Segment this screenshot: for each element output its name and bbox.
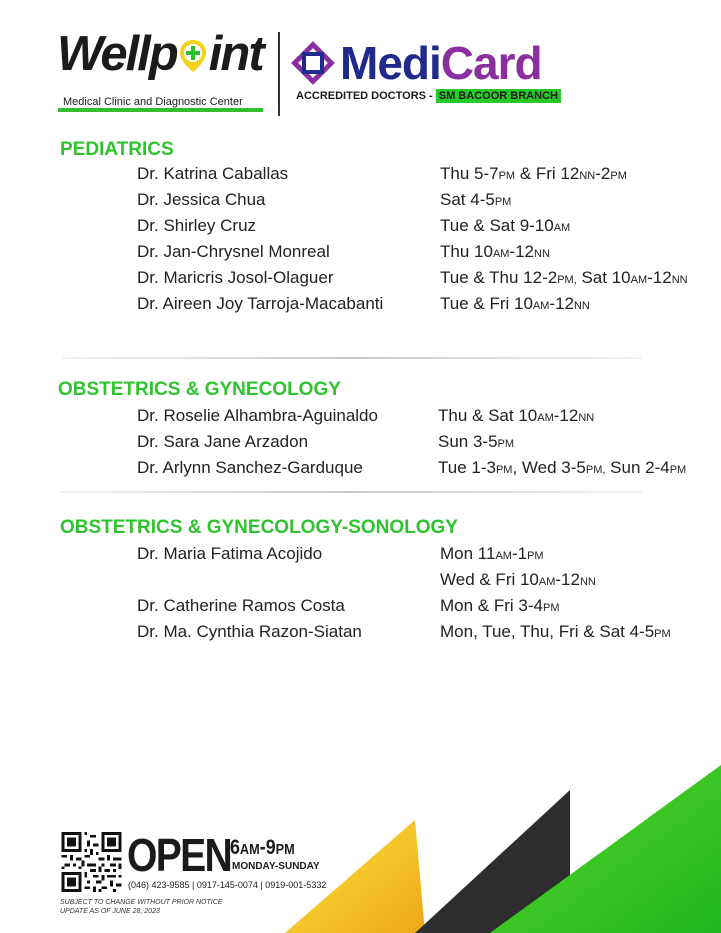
wellpoint-underline	[58, 108, 263, 112]
wellpoint-logo: Wellp int	[57, 27, 263, 81]
doctor-name: Dr. Arlynn Sanchez-Garduque	[137, 458, 363, 477]
section-title-obgyn-sonology: OBSTETRICS & GYNECOLOGY-SONOLOGY	[60, 517, 458, 538]
section-title-pediatrics: PEDIATRICS	[60, 139, 174, 160]
yellow-triangle	[285, 820, 425, 933]
medicard-emblem-icon	[290, 40, 336, 86]
medicard-logo: MediCard	[340, 37, 542, 89]
doctor-schedule: Sat 4-5PM	[440, 190, 512, 209]
doctor-name: Dr. Jessica Chua	[137, 190, 266, 209]
update-date: UPDATE AS OF JUNE 28, 2023	[60, 908, 160, 915]
doctor-name: Dr. Ma. Cynthia Razon-Siatan	[137, 622, 362, 641]
qr-code	[60, 832, 123, 892]
section-divider	[60, 491, 642, 493]
opening-hours: 6AM-9PM	[230, 836, 295, 859]
doctor-name: Dr. Katrina Caballas	[137, 164, 289, 183]
doctor-schedule: Mon, Tue, Thu, Fri & Sat 4-5PM	[440, 622, 671, 641]
phone-numbers: (046) 423-9585 | 0917-145-0074 | 0919-001-5332	[128, 880, 327, 890]
doctor-schedule: Tue 1-3PM, Wed 3-5PM, Sun 2-4PM	[438, 458, 687, 477]
doctor-name: Dr. Maria Fatima Acojido	[137, 544, 323, 563]
notice-text: SUBJECT TO CHANGE WITHOUT PRIOR NOTICE	[60, 899, 223, 906]
accredited-line: ACCREDITED DOCTORS - SM BACOOR BRANCH	[296, 90, 561, 102]
header-divider	[278, 32, 280, 116]
doctor-schedule: Mon 11AM-1PM	[440, 544, 544, 563]
open-label: OPEN	[127, 829, 232, 881]
doctor-schedule: Tue & Sat 9-10AM	[440, 216, 571, 235]
doctor-schedule: Sun 3-5PM	[438, 432, 515, 451]
section-title-obgyn: OBSTETRICS & GYNECOLOGY	[58, 379, 341, 400]
doctor-name: Dr. Jan-Chrysnel Monreal	[137, 242, 330, 261]
doctor-name: Dr. Catherine Ramos Costa	[137, 596, 345, 615]
location-pin-icon	[178, 34, 208, 70]
doctor-schedule: Mon & Fri 3-4PM	[440, 596, 560, 615]
doctor-schedule: Tue & Thu 12-2PM, Sat 10AM-12NN	[440, 268, 688, 287]
doctor-schedule: Thu & Sat 10AM-12NN	[438, 406, 595, 425]
section-divider	[62, 357, 642, 359]
doctor-name: Dr. Aireen Joy Tarroja-Macabanti	[137, 294, 384, 313]
doctor-name: Dr. Roselie Alhambra-Aguinaldo	[137, 406, 378, 425]
doctor-name: Dr. Maricris Josol-Olaguer	[137, 268, 334, 287]
doctor-schedule: Tue & Fri 10AM-12NN	[440, 294, 590, 313]
doctor-schedule: Thu 5-7PM & Fri 12NN-2PM	[440, 164, 627, 183]
doctor-name: Dr. Shirley Cruz	[137, 216, 257, 235]
opening-days: MONDAY-SUNDAY	[232, 861, 320, 872]
doctor-schedule: Thu 10AM-12NN	[440, 242, 550, 261]
doctor-schedule: Wed & Fri 10AM-12NN	[440, 570, 596, 589]
wellpoint-subtitle: Medical Clinic and Diagnostic Center	[63, 96, 243, 108]
branch-badge: SM BACOOR BRANCH	[436, 89, 561, 103]
doctor-name: Dr. Sara Jane Arzadon	[137, 432, 309, 451]
